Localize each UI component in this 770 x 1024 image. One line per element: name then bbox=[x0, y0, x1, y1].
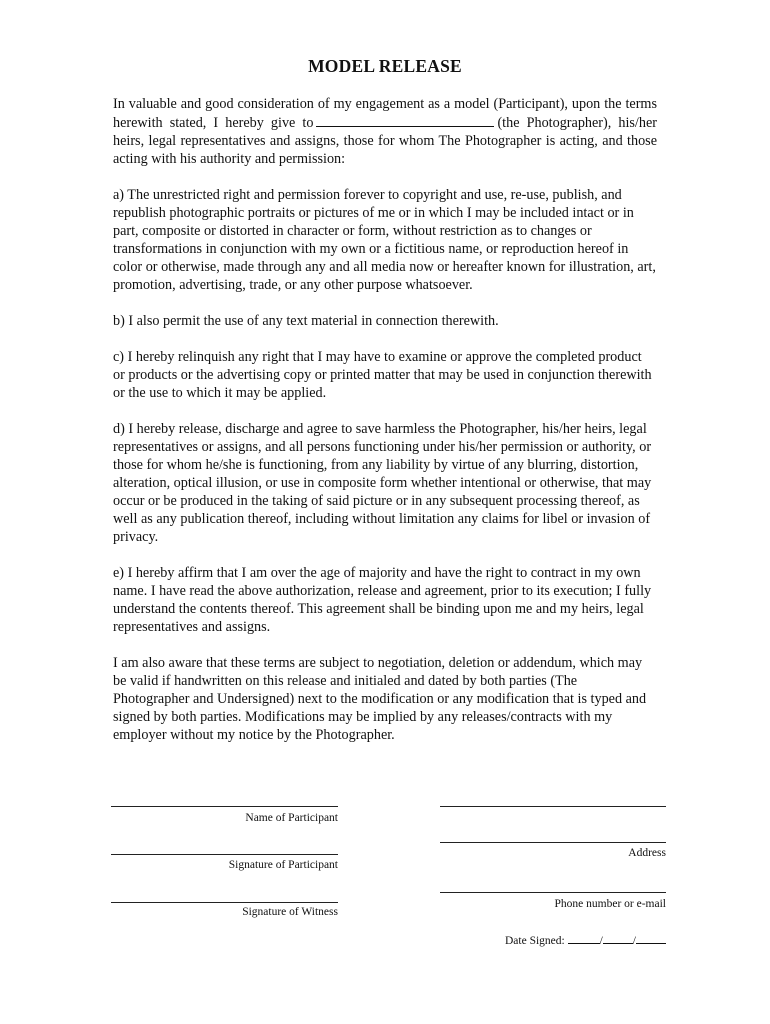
document-body bbox=[113, 95, 657, 762]
signature-participant-label: Signature of Participant bbox=[228, 859, 338, 871]
date-signed-label: Date Signed: bbox=[504, 935, 565, 947]
clause-c: c) I hereby relinquish any right that I may have to examine or approve the completed product or products or the advertising copy or printed matter that may be used in conjunction therewith or the use to which it may be applied. bbox=[113, 349, 652, 401]
date-signed-row bbox=[440, 932, 666, 947]
clause-d: d) I hereby release, discharge and agree to save harmless the Photographer, his/her heirs, legal representatives or assigns, and all persons functioning under his/her permission or authority, or those for whom he/she is functioning, from any liability by virtue of any blurring, distortion, alteration, optical illusion, or use in composite form whether intentional or otherwise, that may occur or be produced in the taking of said picture or in any subsequent processing thereof, as well as any publication thereof, including without limitation any claims for libel or invasion of privacy. bbox=[113, 421, 652, 545]
clause-a: a) The unrestricted right and permission forever to copyright and use, re-use, publish, and republish photographic portraits or pictures of me or in which I may be included intact or in part, composite or distorted in character or form, without restriction as to changes or transformations in conjunction with my own or a fictitious name, or reproduction hereof in color or otherwise, made through any and all media now or hereafter known for illustration, art, promotion, advertising, trade, or any other purpose whatsoever. bbox=[113, 187, 656, 293]
intro-text-part1: In valuable and good consideration of my engagement as a model (Participant), upon the terms herewith stated, I hereby give to bbox=[113, 96, 657, 131]
clause-e: e) I hereby affirm that I am over the age of majority and have the right to contract in my own name. I have read the above authorization, release and agreement, prior to its execution; I fully understand the contents thereof. This agreement shall be binding upon me and my heirs, legal representatives and assigns. bbox=[113, 565, 652, 635]
phone-email-label: Phone number or e-mail bbox=[554, 898, 666, 910]
photographer-name-field[interactable] bbox=[316, 113, 494, 127]
address-line-1[interactable] bbox=[440, 806, 666, 807]
intro-paragraph bbox=[113, 95, 657, 168]
name-participant-line[interactable] bbox=[111, 806, 338, 807]
closing-paragraph: I am also aware that these terms are subject to negotiation, deletion or addendum, which may be valid if handwritten on this release and initialed and dated by both parties (The Photographer and Undersigned) next to the modification or any modification that is typed and signed by both parties. Modifications may be implied by any releases/contracts with my employer without my notice by the Photographer. bbox=[113, 655, 647, 743]
address-label: Address bbox=[628, 847, 666, 859]
date-day-field[interactable] bbox=[603, 932, 633, 944]
document-title: MODEL RELEASE bbox=[308, 56, 462, 76]
name-participant-label: Name of Participant bbox=[245, 812, 338, 824]
signature-witness-label: Signature of Witness bbox=[242, 906, 338, 918]
date-separator-2: / bbox=[632, 935, 636, 947]
signature-witness-line[interactable] bbox=[111, 902, 338, 903]
intro-text-part2: (the Photographer), his/her heirs, legal representatives and assigns, those for whom The Photographer is acting, and those acting with his authority and permission: bbox=[113, 115, 657, 167]
date-year-field[interactable] bbox=[636, 932, 666, 944]
date-month-field[interactable] bbox=[568, 932, 600, 944]
signature-participant-line[interactable] bbox=[111, 854, 338, 855]
date-separator-1: / bbox=[599, 935, 603, 947]
clause-b: b) I also permit the use of any text material in connection therewith. bbox=[113, 313, 499, 329]
phone-email-line[interactable] bbox=[440, 892, 666, 893]
address-line-2[interactable] bbox=[440, 842, 666, 843]
